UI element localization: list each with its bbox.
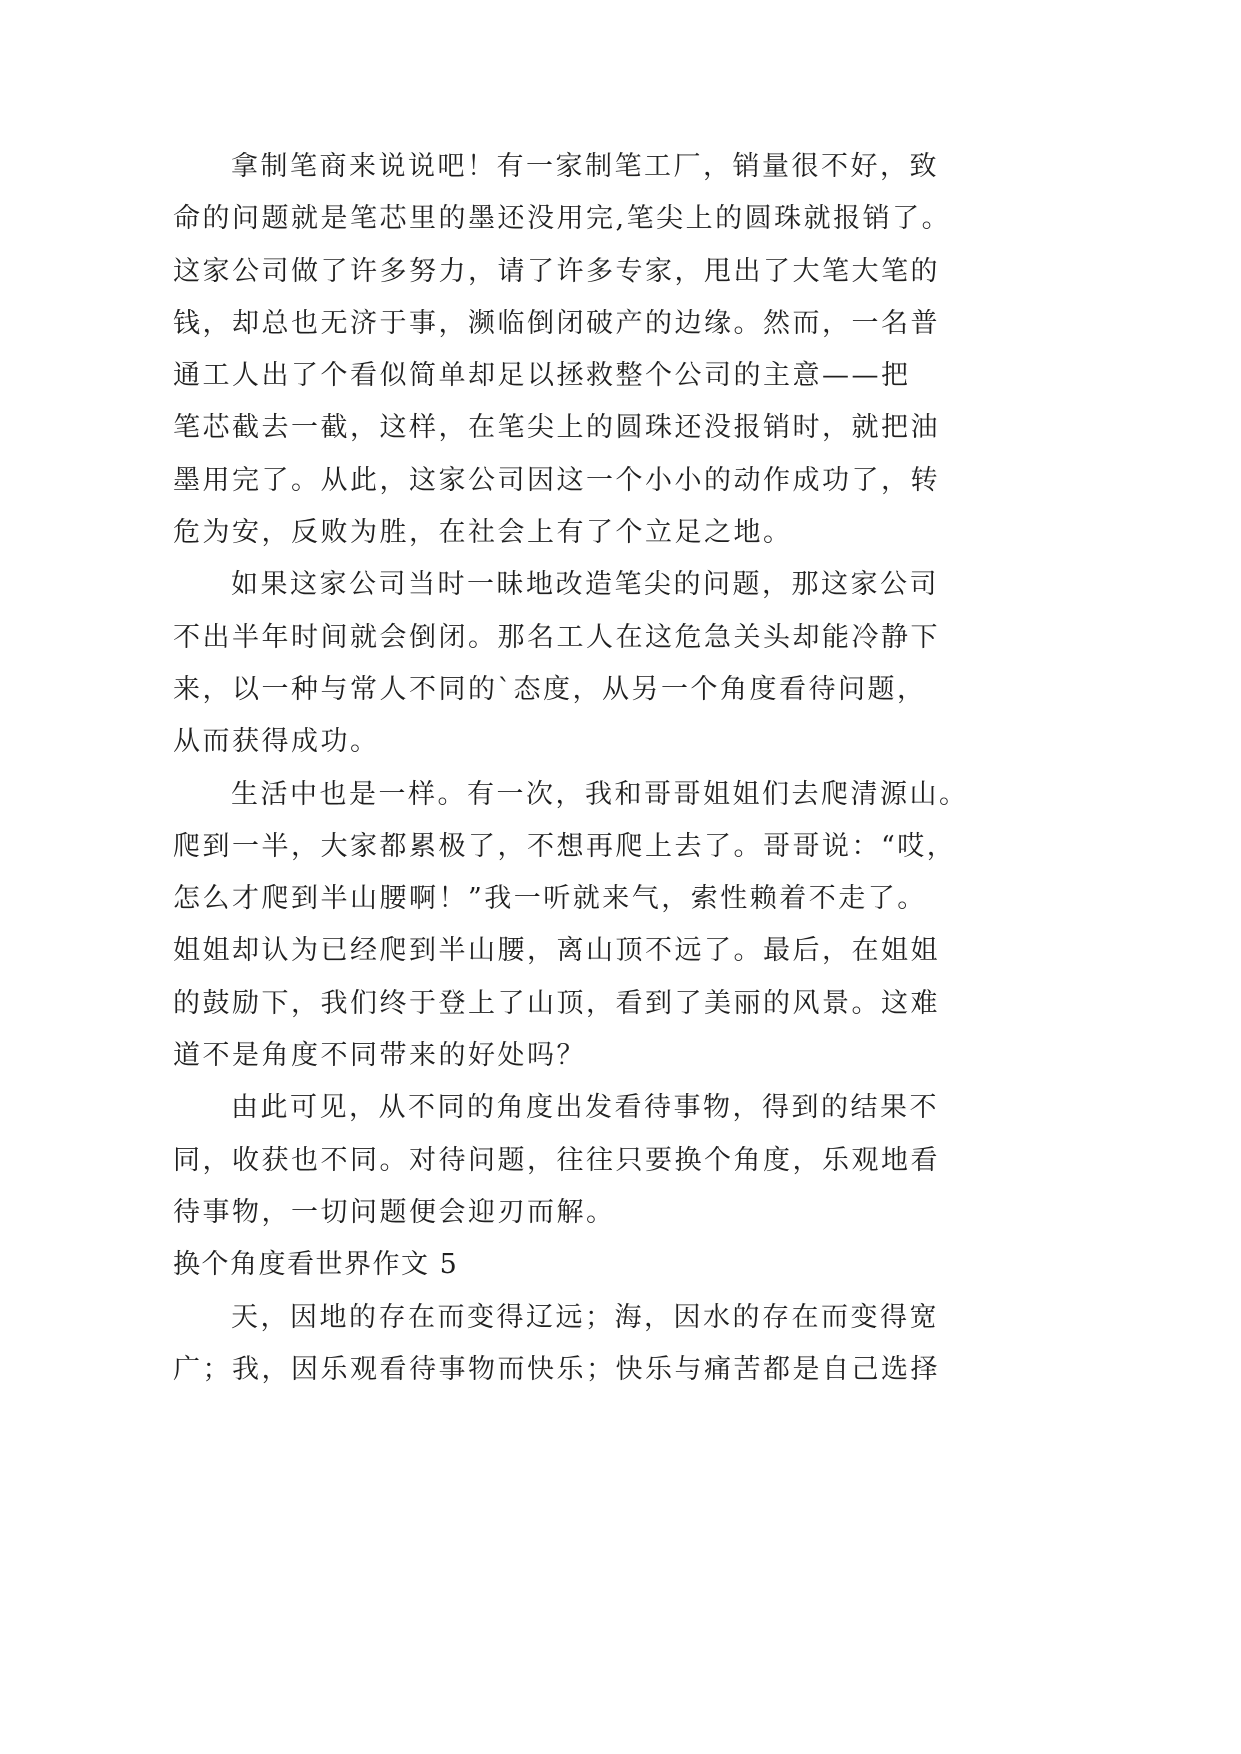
- paragraph: [173, 141, 1061, 559]
- text-line: 危为安，反败为胜，在社会上有了个立足之地。: [173, 517, 793, 549]
- text-line: 同，收获也不同。对待问题，往往只要换个角度，乐观地看: [173, 1144, 940, 1176]
- text-line: 来，以一种与常人不同的`态度，从另一个角度看待问题，: [173, 673, 927, 705]
- paragraph: [173, 769, 1061, 1083]
- text-line: 爬到一半，大家都累极了，不想再爬上去了。哥哥说：“哎，: [173, 830, 957, 862]
- text-line: 待事物，一切问题便会迎刃而解。: [173, 1196, 616, 1228]
- section-heading: 换个角度看世界作文 5: [173, 1249, 459, 1281]
- text-line: 这家公司做了许多努力，请了许多专家，甩出了大笔大笔的: [173, 255, 940, 287]
- text-line: 道不是角度不同带来的好处吗？: [173, 1040, 586, 1072]
- text-line: 命的问题就是笔芯里的墨还没用完,笔尖上的圆珠就报销了。: [173, 203, 952, 235]
- paragraph: [173, 559, 1061, 768]
- text-line: 墨用完了。从此，这家公司因这一个小小的动作成功了，转: [173, 464, 940, 496]
- text-line: 广；我，因乐观看待事物而快乐；快乐与痛苦都是自己选择: [173, 1353, 940, 1385]
- text-line: 拿制笔商来说说吧！有一家制笔工厂，销量很不好，致: [231, 151, 939, 182]
- text-line: 从而获得成功。: [173, 726, 380, 758]
- text-line: 如果这家公司当时一昧地改造笔尖的问题，那这家公司: [231, 569, 939, 601]
- paragraph: [173, 1292, 1061, 1397]
- text-line: 怎么才爬到半山腰啊！”我一听就来气，索性赖着不走了。: [173, 883, 927, 915]
- text-line: 生活中也是一样。有一次，我和哥哥姐姐们去爬清源山。: [231, 778, 969, 810]
- text-line: 天，因地的存在而变得辽远；海，因水的存在而变得宽: [231, 1301, 939, 1333]
- text-line: 笔芯截去一截，这样，在笔尖上的圆珠还没报销时，就把油: [173, 412, 940, 444]
- text-line: 不出半年时间就会倒闭。那名工人在这危急关头却能冷静下: [173, 621, 940, 653]
- text-line: 姐姐却认为已经爬到半山腰，离山顶不远了。最后，在姐姐: [173, 935, 940, 967]
- paragraph: [173, 1082, 1061, 1239]
- text-line: 通工人出了个看似简单却足以拯救整个公司的主意——把: [173, 360, 911, 392]
- text-line: 由此可见，从不同的角度出发看待事物，得到的结果不: [231, 1092, 939, 1124]
- text-line: 钱，却总也无济于事，濒临倒闭破产的边缘。然而，一名普: [173, 307, 940, 339]
- text-line: 的鼓励下，我们终于登上了山顶，看到了美丽的风景。这难: [173, 987, 940, 1019]
